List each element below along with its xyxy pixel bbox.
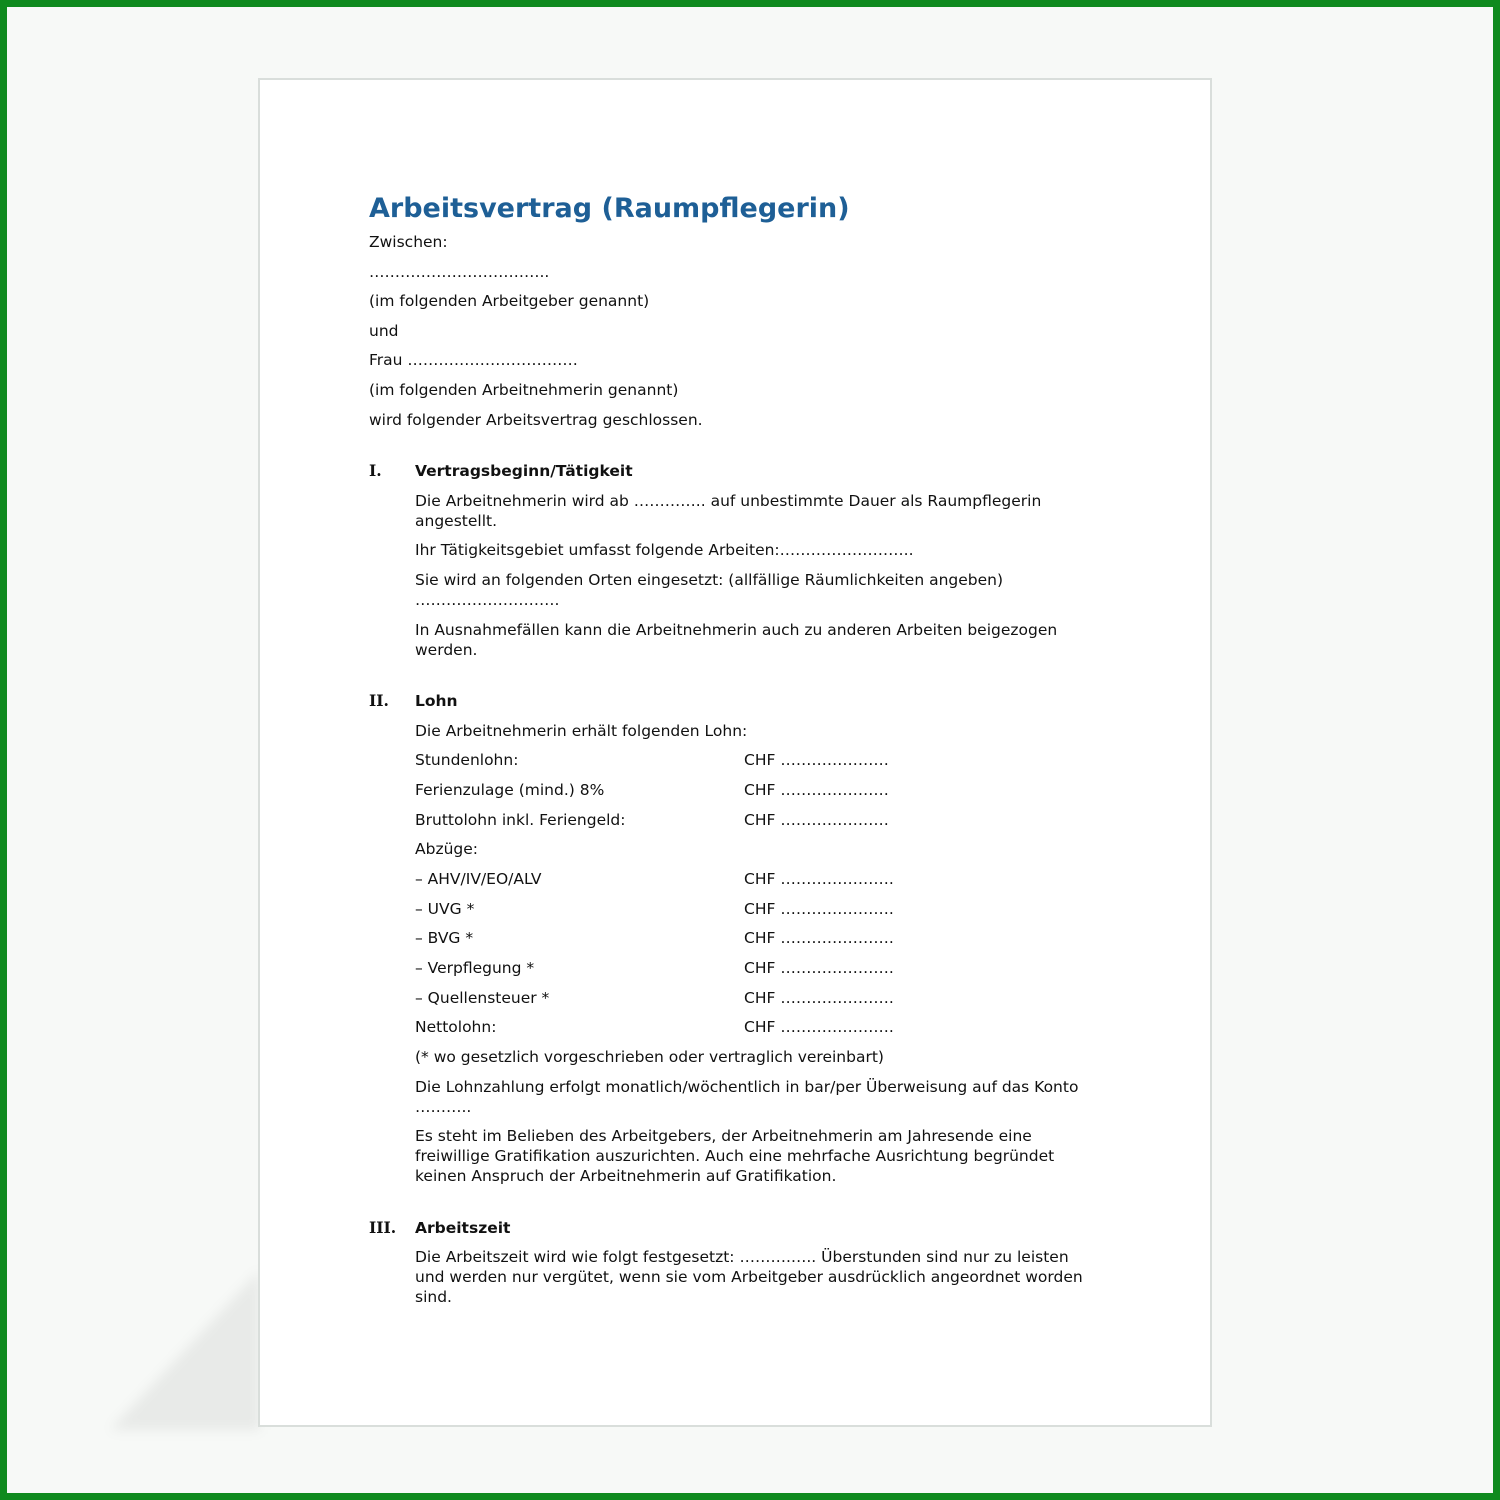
deduction-row bbox=[415, 928, 1099, 948]
deduction-row bbox=[415, 869, 1099, 889]
deduction-value: CHF …………………. bbox=[744, 988, 894, 1007]
wage-value: CHF ………………… bbox=[744, 751, 889, 770]
section-number: II. bbox=[369, 691, 389, 711]
section-title: Arbeitszeit bbox=[415, 1218, 511, 1237]
wage-row bbox=[415, 750, 1099, 770]
deduction-value: CHF …………………. bbox=[744, 929, 894, 948]
wage-label: Ferienzulage (mind.) 8% bbox=[415, 781, 605, 799]
section-title: Lohn bbox=[415, 692, 458, 711]
wage-label: Stundenlohn: bbox=[415, 751, 519, 770]
net-wage-row bbox=[415, 1017, 1099, 1037]
deduction-value: CHF …………………. bbox=[744, 899, 894, 918]
deduction-value: CHF …………………. bbox=[744, 869, 894, 888]
document-page bbox=[258, 78, 1212, 1427]
deduction-row bbox=[415, 899, 1099, 919]
document-content bbox=[369, 192, 1099, 1317]
section-heading bbox=[369, 461, 1099, 481]
paragraph: Die Arbeitnehmerin wird ab ………….. auf unbestimmte Dauer als Raumpflegerin angestellt. bbox=[415, 491, 1042, 530]
net-wage-label: Nettolohn: bbox=[415, 1018, 497, 1037]
deduction-row bbox=[415, 958, 1099, 978]
section-title: Vertragsbeginn/Tätigkeit bbox=[415, 462, 633, 481]
paragraph: Die Arbeitnehmerin erhält folgenden Lohn: bbox=[415, 721, 748, 740]
deductions-label: Abzüge: bbox=[415, 840, 478, 859]
section-number: III. bbox=[369, 1217, 397, 1237]
deduction-label: – BVG * bbox=[415, 929, 474, 948]
section-number: I. bbox=[369, 461, 382, 481]
intro-line: (im folgenden Arbeitgeber genannt) bbox=[369, 292, 650, 311]
intro-line: …………………………….. bbox=[369, 262, 550, 281]
deduction-label: – Verpflegung * bbox=[415, 959, 535, 978]
intro-line: wird folgender Arbeitsvertrag geschlossen. bbox=[369, 410, 703, 429]
deduction-label: – UVG * bbox=[415, 899, 475, 918]
footnote: (* wo gesetzlich vorgeschrieben oder vertraglich vereinbart) bbox=[415, 1048, 884, 1067]
intro-line: und bbox=[369, 321, 399, 340]
intro-line: Frau …………………………… bbox=[369, 351, 578, 370]
deduction-row bbox=[415, 988, 1099, 1008]
wage-label: Bruttolohn inkl. Feriengeld: bbox=[415, 810, 626, 829]
paragraph: Sie wird an folgenden Orten eingesetzt: (allfällige Räumlichkeiten angeben) ………………………. bbox=[415, 570, 1004, 609]
wage-value: CHF ………………… bbox=[744, 781, 889, 799]
section-heading bbox=[369, 1218, 1099, 1238]
section-heading bbox=[369, 691, 1099, 711]
deduction-label: – Quellensteuer * bbox=[415, 988, 550, 1007]
intro-line: Zwischen: bbox=[369, 233, 448, 251]
document-title: Arbeitsvertrag (Raumpflegerin) bbox=[369, 193, 850, 224]
payment-paragraph: Die Lohnzahlung erfolgt monatlich/wöchentlich in bar/per Überweisung auf das Konto ……….. bbox=[415, 1077, 1079, 1116]
deduction-label: – AHV/IV/EO/ALV bbox=[415, 869, 542, 888]
bonus-paragraph: Es steht im Belieben des Arbeitgebers, der Arbeitnehmerin am Jahresende eine freiwillige Gratifikation auszurichten. Auch eine mehrfache Ausrichtung begründet keinen Anspruch der Arbeitnehmerin auf Gratifikation. bbox=[415, 1127, 1055, 1186]
paragraph: In Ausnahmefällen kann die Arbeitnehmerin auch zu anderen Arbeiten beigezogen werden. bbox=[415, 620, 1058, 659]
net-wage-value: CHF …………………. bbox=[744, 1018, 894, 1037]
page-shadow bbox=[110, 1270, 260, 1430]
wage-value: CHF ………………… bbox=[744, 810, 889, 829]
intro-line: (im folgenden Arbeitnehmerin genannt) bbox=[369, 380, 679, 399]
paragraph: Die Arbeitszeit wird wie folgt festgesetzt: ……….….. Überstunden sind nur zu leisten und werden nur vergütet, wenn sie vom Arbeitgeber ausdrücklich angeordnet worden sind. bbox=[415, 1248, 1083, 1307]
wage-row bbox=[415, 810, 1099, 830]
paragraph: Ihr Tätigkeitsgebiet umfasst folgende Arbeiten:…………………….. bbox=[415, 541, 914, 560]
wage-row bbox=[415, 780, 1099, 800]
deduction-value: CHF …………………. bbox=[744, 959, 894, 978]
